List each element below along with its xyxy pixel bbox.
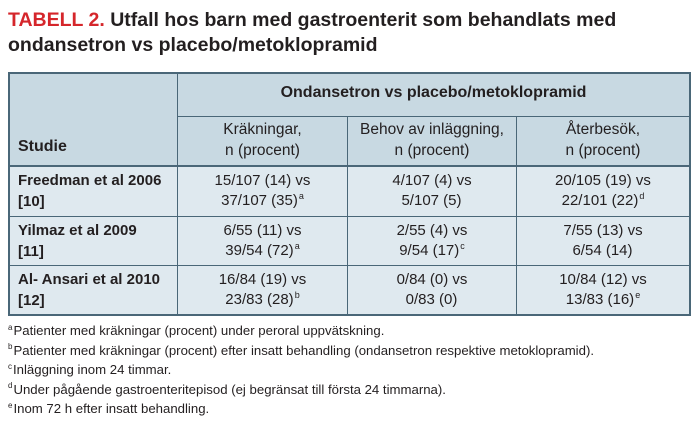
footnote: $^a$Patienter med kräkningar (procent) under peroral uppvätskning. bbox=[8, 322, 385, 338]
table-cell: 7/55 (13) vs 6/54 (14) bbox=[563, 222, 643, 259]
footnote-ref: a bbox=[294, 241, 300, 251]
column-header-revisit: Återbesök, n (procent) bbox=[565, 121, 641, 159]
header-bottom-border bbox=[10, 165, 689, 167]
column-header-admission: Behov av inläggning, n (procent) bbox=[360, 121, 504, 159]
study-header: Studie bbox=[18, 138, 67, 155]
table-title-text: Utfall hos barn med gastroenterit som behandlats med ondansetron vs placebo/metoklopramid bbox=[8, 9, 617, 56]
column-header-vomiting: Kräkningar, n (procent) bbox=[223, 121, 302, 159]
footnote: $^d$Under pågående gastroenteritepisod (ej begränsat till första 24 timmarna). bbox=[8, 381, 446, 397]
table-row-study: Freedman et al 2006 [10] bbox=[18, 172, 162, 210]
footnote: $^c$Inläggning inom 24 timmar. bbox=[8, 361, 172, 377]
table-cell: 6/55 (11) vs 39/54 $(72)^a$ bbox=[223, 222, 302, 259]
footnote: $^e$Inom 72 h efter insatt behandling. bbox=[8, 400, 210, 416]
footnote: $^b$Patienter med kräkningar (procent) efter insatt behandling (ondansetron respektive metoklopramid). bbox=[8, 342, 595, 358]
table-row-study: Al- Ansari et al 2010 [12] bbox=[18, 271, 161, 309]
table-cell: 15/107 (14) vs 37/107 $(35)^a$ bbox=[214, 172, 311, 209]
table-cell: 2/55 (4) vs 9/54 $(17)^c$ bbox=[396, 222, 468, 259]
footnote-ref: c bbox=[460, 241, 465, 251]
footnote-ref: b bbox=[294, 290, 300, 300]
group-header: Ondansetron vs placebo/metoklopramid bbox=[280, 84, 587, 101]
table-title bbox=[8, 8, 668, 58]
table-row-study: Yilmaz et al 2009 [11] bbox=[18, 222, 137, 260]
table-cell: 0/84 (0) vs 0/83 (0) bbox=[396, 271, 468, 308]
footnotes bbox=[8, 321, 698, 419]
table-cell: 20/105 (19) vs 22/101 $(22)^d$ bbox=[555, 172, 651, 209]
table-cell: 10/84 (12) vs 13/83 $(16)^e$ bbox=[559, 271, 647, 308]
footnote-ref: a bbox=[298, 191, 304, 201]
table-cell: 16/84 (19) vs 23/83 $(28)^b$ bbox=[218, 271, 307, 308]
table-cell: 4/107 (4) vs 5/107 (5) bbox=[392, 172, 472, 209]
footnote-ref: e bbox=[635, 290, 641, 300]
footnote-ref: d bbox=[639, 191, 645, 201]
table-label: TABELL 2. bbox=[8, 9, 105, 31]
header-divider bbox=[177, 116, 689, 117]
row-divider bbox=[10, 265, 689, 266]
row-divider bbox=[10, 216, 689, 217]
data-table bbox=[8, 72, 691, 316]
